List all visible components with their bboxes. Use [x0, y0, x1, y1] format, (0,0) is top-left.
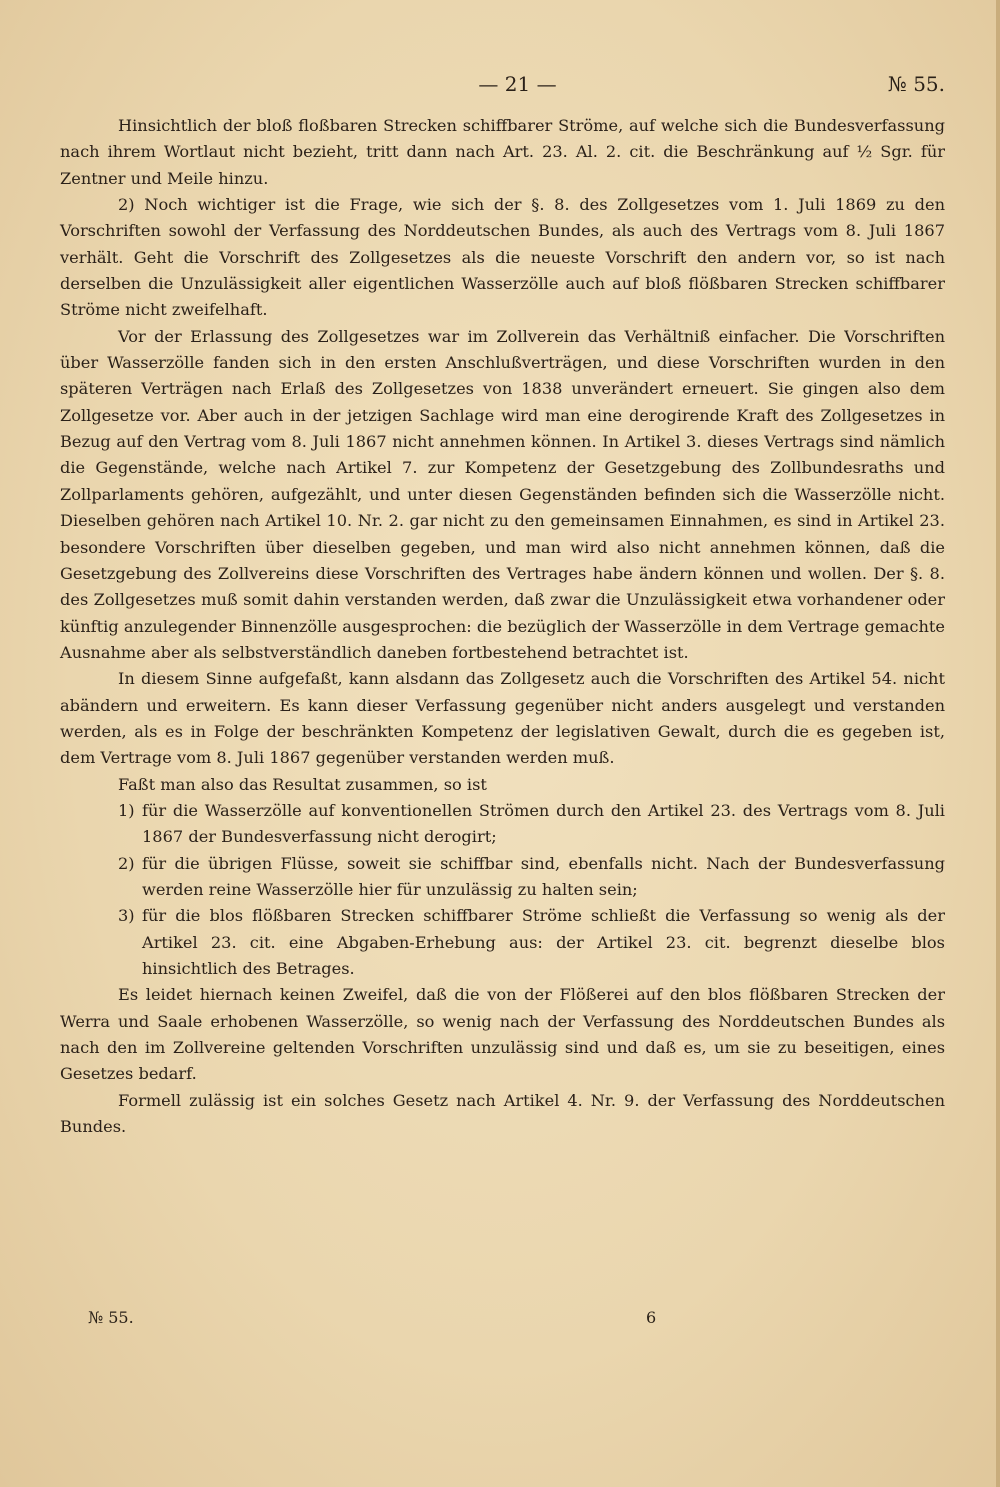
list-item-text: für die übrigen Flüsse, soweit sie schiffbar sind, ebenfalls nicht. Nach der Bundesverfassung werden reine Wasserzölle hier für unzulässig zu halten sein; [142, 853, 945, 899]
paragraph-1: Hinsichtlich der bloß floßbaren Strecken schiffbarer Ströme, auf welche sich die Bundesverfassung nach ihrem Wortlaut nicht bezieht, tritt dann nach Art. 23. Al. 2. cit. die Beschränkung auf ½ Sgr. für Zentner und Meile hinzu. [60, 116, 945, 188]
list-item-number: 3) [118, 906, 135, 926]
paragraph-4: In diesem Sinne aufgefaßt, kann alsdann das Zollgesetz auch die Vorschriften des Artikel 54. nicht abändern und erweitern. Es kann dieser Verfassung gegenüber nicht anders ausgelegt und verstanden werden, als es in Folge der beschränkten Kompetenz der legislativen Gewalt, durch die es gegeben ist, dem Vertrage vom 8. Juli 1867 gegenüber verstanden werden muß. [60, 669, 945, 768]
signature-mark: 6 [646, 1308, 657, 1327]
paragraph-5: Faßt man also das Resultat zusammen, so ist [118, 774, 487, 794]
list-item [60, 851, 945, 904]
page-edge [996, 0, 1000, 1487]
closing-paragraph-2: Formell zulässig ist ein solches Gesetz nach Artikel 4. Nr. 9. der Verfassung des Norddeutschen Bundes. [60, 1090, 945, 1137]
list-item [60, 798, 945, 851]
page-number: — 21 — [478, 72, 557, 96]
list-item-number: 1) [118, 800, 135, 820]
document-number: № 55. [887, 72, 945, 96]
page-header [60, 72, 945, 102]
list-item-text: für die Wasserzölle auf konventionellen Strömen durch den Artikel 23. des Vertrags vom 8. Juli 1867 der Bundesverfassung nicht derogirt; [142, 800, 945, 847]
footer-document-number: № 55. [88, 1308, 134, 1327]
paragraph-2: 2) Noch wichtiger ist die Frage, wie sich der §. 8. des Zollgesetzes vom 1. Juli 1869 zu den Vorschriften sowohl der Verfassung des Norddeutschen Bundes, als auch des Vertrags vom 8. Juli 1867 verhält. Geht die Vorschrift des Zollgesetzes als die neueste Vorschrift den andern vor, so ist nach derselben die Unzulässigkeit aller eigentlichen Wasserzölle auch auf bloß flößbaren Strecken schiffbarer Ströme nicht zweifelhaft. [60, 195, 945, 320]
list-item-number: 2) [118, 853, 135, 873]
result-list [60, 798, 945, 982]
closing-paragraph-1: Es leidet hiernach keinen Zweifel, daß die von der Flößerei auf den blos flößbaren Strecken der Werra und Saale erhobenen Wasserzölle, so wenig nach der Verfassung des Norddeutschen Bundes als nach den im Zollvereine geltenden Vorschriften unzulässig sind und daß es, um sie zu beseitigen, eines Gesetzes bedarf. [60, 985, 945, 1084]
paragraph-3: Vor der Erlassung des Zollgesetzes war im Zollverein das Verhältniß einfacher. Die Vorschriften über Wasserzölle fanden sich in den ersten Anschlußverträgen, und diese Vorschriften wurden in den späteren Verträgen nach Erlaß des Zollgesetzes von 1838 unverändert erneuert. Sie gingen also dem Zollgesetze vor. Aber auch in der jetzigen Sachlage wird man eine derogirende Kraft des Zollgesetzes in Bezug auf den Vertrag vom 8. Juli 1867 nicht annehmen können. In Artikel 3. dieses Vertrags sind nämlich die Gegenstände, welche nach Artikel 7. zur Kompetenz der Gesetzgebung des Zollbundesraths und Zollparlaments gehören, aufgezählt, und unter diesen Gegenständen befinden sich die Wasserzölle nicht. Dieselben gehören nach Artikel 10. Nr. 2. gar nicht zu den gemeinsamen Einnahmen, es sind in Artikel 23. besondere Vorschriften über dieselben gegeben, und man wird also nicht annehmen können, daß die Gesetzgebung des Zollvereins diese Vorschriften des Vertrages habe ändern können und wollen. Der §. 8. des Zollgesetzes muß somit dahin verstanden werden, daß zwar die Unzulässigkeit etwa vorhandener oder künftig anzulegender Binnenzölle ausgesprochen: die bezüglich der Wasserzölle in dem Vertrage gemachte Ausnahme aber als selbstverständlich daneben fortbestehend betrachtet ist. [60, 326, 945, 662]
list-item-text: für die blos flößbaren Strecken schiffbarer Ströme schließt die Verfassung so wenig als der Artikel 23. cit. eine Abgaben-Erhebung aus: der Artikel 23. cit. begrenzt dieselbe blos hinsichtlich des Betrages. [142, 906, 945, 978]
list-item [60, 903, 945, 982]
body-text [60, 113, 945, 1140]
